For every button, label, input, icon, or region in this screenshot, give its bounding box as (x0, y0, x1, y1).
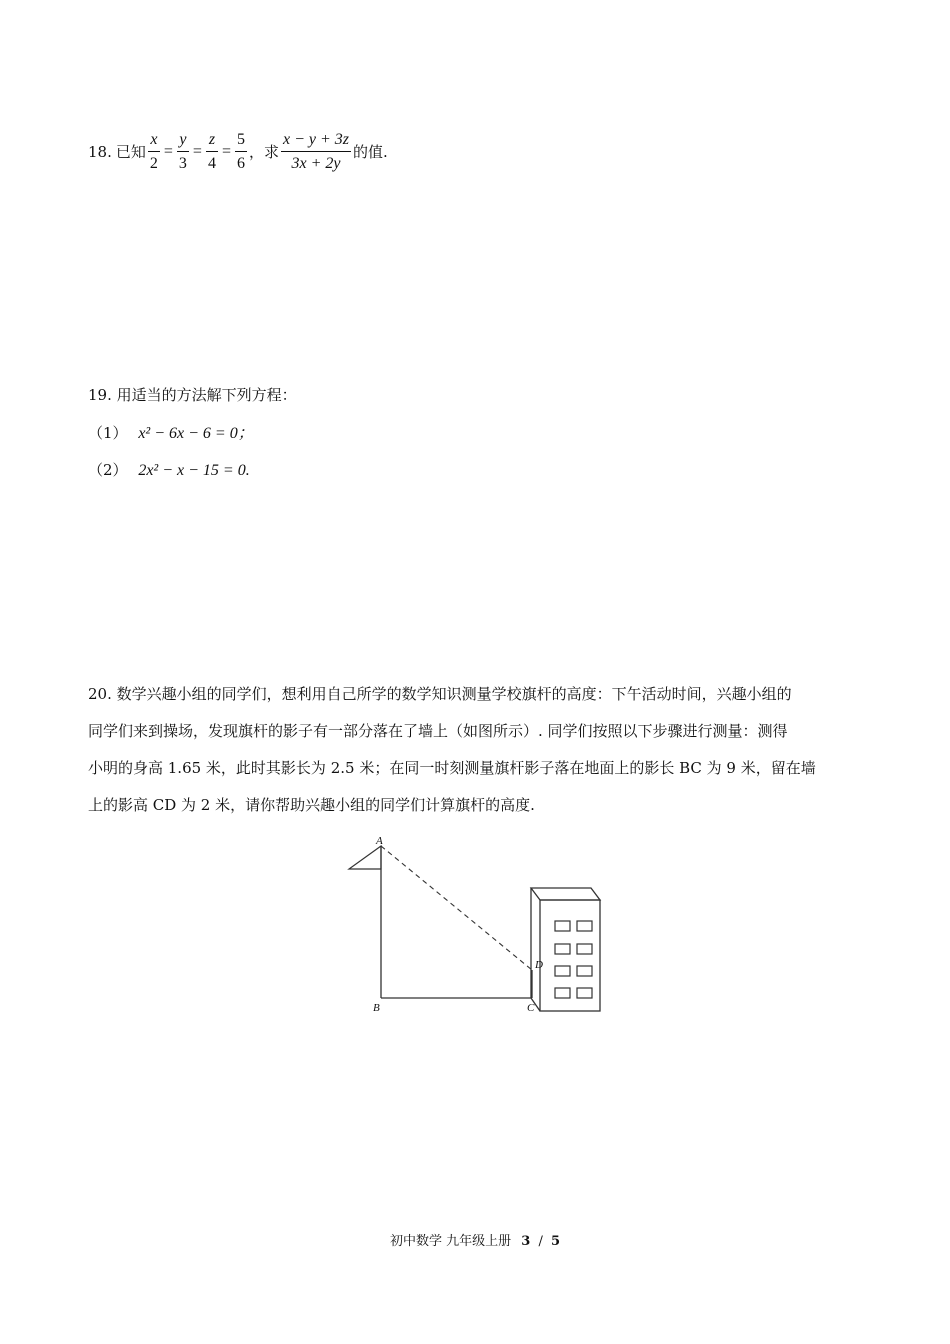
q18-suffix: 的值. (353, 142, 388, 161)
q18-target-den: 3x + 2y (291, 155, 341, 172)
label-b: B (373, 1002, 380, 1014)
window (555, 921, 570, 931)
flag-shape (349, 846, 381, 869)
footer-text: 初中数学 九年级上册 (389, 1234, 512, 1249)
q18-mid: ，求 (248, 142, 279, 161)
label-c: C (527, 1002, 535, 1014)
building-top (531, 888, 600, 900)
q18-fraction-z-den: 4 (207, 155, 216, 172)
q19-part2 (88, 463, 250, 479)
footer-separator: / (538, 1234, 543, 1249)
q18-fraction-ratio (235, 131, 247, 172)
q20-line-4: 上的影高 CD 为 2 米，请你帮助兴趣小组的同学们计算旗杆的高度. (88, 796, 535, 814)
label-d: D (535, 959, 543, 971)
q20-line-3: 小明的身高 1.65 米，此时其影长为 2.5 米；在同一时刻测量旗杆影子落在地面上的影长 BC 为 9 米，留在墙 (88, 759, 816, 777)
q18-fraction-ratio-den: 6 (236, 155, 245, 172)
question-20 (88, 676, 868, 824)
q18-fraction-z-num: z (206, 131, 218, 152)
q20-line-2: 同学们来到操场，发现旗杆的影子有一部分落在了墙上（如图所示）. 同学们按照以下步骤进行测量：测得 (88, 722, 788, 740)
q18-eq1: = (163, 143, 173, 160)
question-18 (88, 130, 388, 174)
q18-target-num: x − y + 3z (281, 131, 351, 152)
q19-part1 (88, 426, 254, 442)
shadow-ray-line (381, 846, 532, 970)
q20-line-1: 20. 数学兴趣小组的同学们，想利用自己所学的数学知识测量学校旗杆的高度：下午活动时间，兴趣小组的 (88, 685, 792, 703)
window (577, 944, 592, 954)
flagpole-figure (330, 828, 620, 1023)
building-windows (555, 921, 592, 998)
q18-fraction-x (148, 131, 160, 172)
window (577, 921, 592, 931)
footer-total-pages: 5 (550, 1234, 561, 1249)
window (555, 988, 570, 998)
window (577, 988, 592, 998)
q18-number: 18. (88, 142, 112, 161)
q18-fraction-x-num: x (148, 131, 160, 152)
q18-fraction-x-den: 2 (149, 155, 158, 172)
window (577, 966, 592, 976)
window (555, 966, 570, 976)
q18-fraction-ratio-num: 5 (235, 131, 247, 152)
page-footer (0, 1230, 950, 1249)
footer-page-number: 3 (521, 1234, 531, 1249)
window (555, 944, 570, 954)
q19-part2-label: （2） (88, 461, 128, 479)
q18-fraction-y (177, 131, 189, 172)
q18-eq2: = (192, 143, 202, 160)
q18-prefix: 已知 (115, 142, 146, 161)
q18-fraction-y-den: 3 (178, 155, 187, 172)
q18-fraction-y-num: y (177, 131, 189, 152)
q18-eq3: = (221, 143, 231, 160)
q19-part1-label: （1） (88, 424, 128, 442)
q19-part2-equation: 2x² − x − 15 = 0. (138, 462, 250, 479)
q18-target-fraction (281, 131, 351, 172)
q19-title: 19. 用适当的方法解下列方程： (88, 386, 297, 404)
q19-part1-equation: x² − 6x − 6 = 0； (138, 425, 254, 442)
label-a: A (376, 835, 383, 847)
q18-fraction-z (206, 131, 218, 172)
